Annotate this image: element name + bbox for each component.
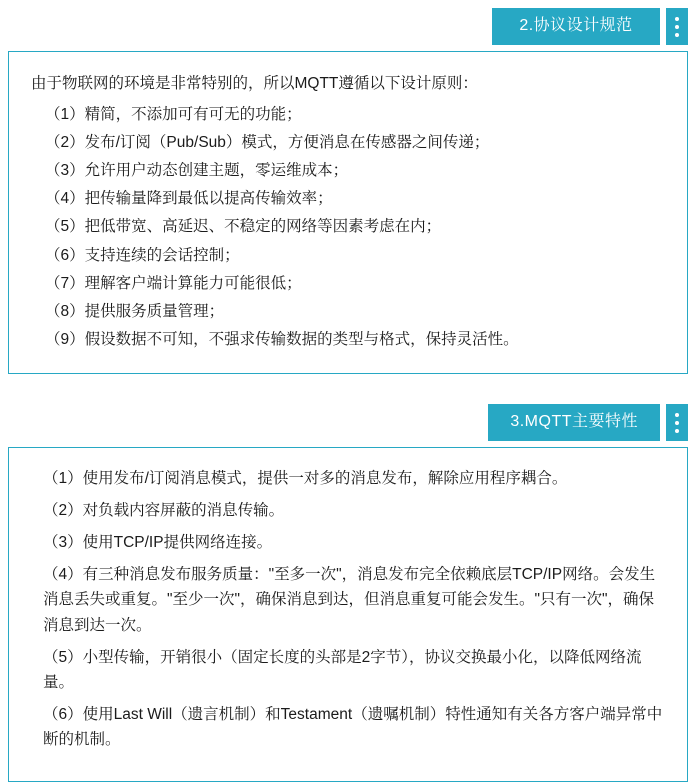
section-lead-text: 由于物联网的环境是非常特别的，所以MQTT遵循以下设计原则：: [31, 75, 478, 92]
list-item: （4）把传输量降到最低以提高传输效率；: [45, 190, 333, 208]
list-item: （8）提供服务质量管理；: [45, 302, 225, 320]
list-item: （5）小型传输，开销很小（固定长度的头部是2字节），协议交换最小化，以降低网络流量。: [43, 648, 642, 691]
more-options-icon[interactable]: [666, 404, 688, 441]
dot-icon: [675, 413, 679, 417]
section-mqtt-features: [0, 396, 696, 782]
list-item: （9）假设数据不可知，不强求传输数据的类型与格式，保持灵活性。: [45, 330, 519, 348]
mqtt-features-list: [31, 466, 665, 752]
section-header-row: [0, 0, 696, 45]
dot-icon: [675, 25, 679, 29]
section-title-tab: 2.协议设计规范: [492, 8, 660, 45]
dot-icon: [675, 429, 679, 433]
list-item: （3）使用TCP/IP提供网络连接。: [43, 534, 273, 552]
section-header-row: [0, 396, 696, 441]
list-item: （4）有三种消息发布服务质量："至多一次"，消息发布完全依赖底层TCP/IP网络。会发生消息丢失或重复。"至少一次"，确保消息到达，但消息重复可能会发生。"只有一次"，确保消息到达一次。: [43, 566, 656, 634]
list-item: （1）精简，不添加可有可无的功能；: [45, 106, 302, 124]
list-item: （6）使用Last Will（遗言机制）和Testament（遗嘱机制）特性通知有关各方客户端异常中断的机制。: [43, 705, 663, 748]
list-item: （5）把低带宽、高延迟、不稳定的网络等因素考虑在内；: [45, 218, 442, 236]
section-body: [8, 51, 688, 374]
design-principles-list: [31, 102, 665, 352]
list-item: （1）使用发布/订阅消息模式，提供一对多的消息发布，解除应用程序耦合。: [43, 470, 568, 487]
section-body: [8, 447, 688, 782]
list-item: （2）对负载内容屏蔽的消息传输。: [43, 502, 285, 520]
dot-icon: [675, 17, 679, 21]
more-options-icon[interactable]: [666, 8, 688, 45]
list-item: （2）发布/订阅（Pub/Sub）模式，方便消息在传感器之间传递；: [45, 134, 490, 152]
list-item: （6）支持连续的会话控制；: [45, 246, 240, 264]
list-item: （7）理解客户端计算能力可能很低；: [45, 274, 302, 292]
dot-icon: [675, 421, 679, 425]
dot-icon: [675, 33, 679, 37]
section-protocol-design: [0, 0, 696, 374]
list-item: （3）允许用户动态创建主题，零运维成本；: [45, 162, 349, 180]
section-title-tab: 3.MQTT主要特性: [488, 404, 660, 441]
